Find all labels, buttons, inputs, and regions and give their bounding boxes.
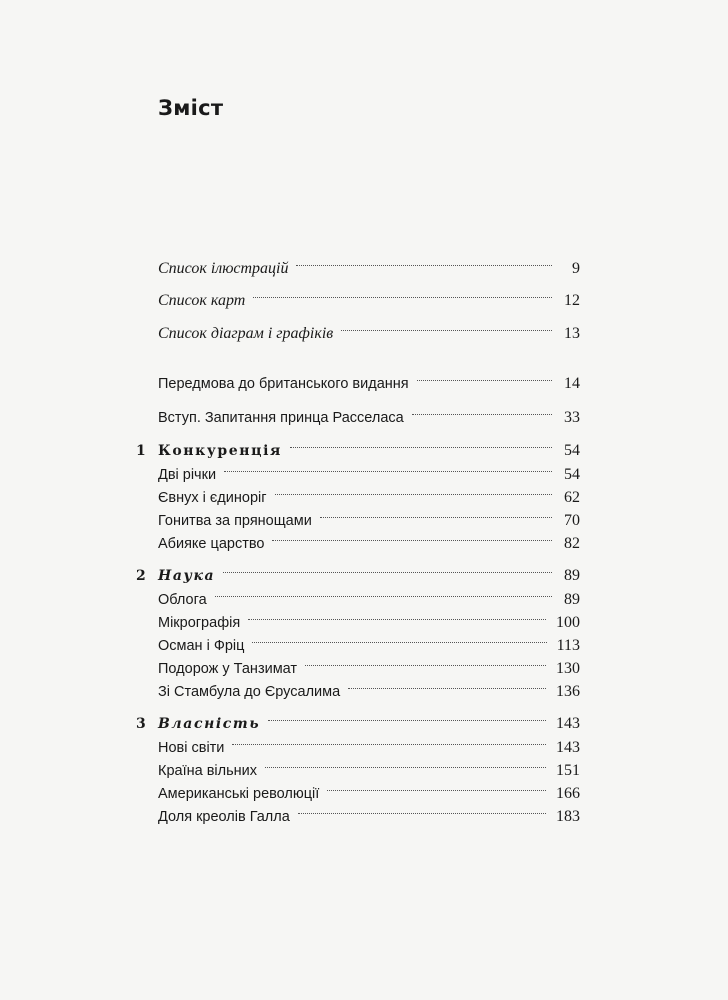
toc-entry-label: Облога — [158, 592, 207, 608]
toc-section[interactable] — [158, 783, 580, 805]
dot-leader — [417, 380, 552, 381]
dot-leader — [248, 619, 546, 620]
toc-entry-label: Зі Стамбула до Єрусалима — [158, 684, 341, 700]
chapter-title: Конкуренція — [158, 443, 282, 459]
toc-entry-introduction[interactable] — [158, 407, 580, 429]
toc-page-number: 33 — [564, 409, 580, 426]
dot-leader — [232, 744, 546, 745]
toc-chapter-2[interactable] — [158, 565, 580, 587]
toc-page-number: 143 — [556, 715, 580, 732]
toc-entry-label: Країна вільних — [158, 763, 258, 779]
toc-entry-label: Дві річки — [158, 467, 217, 483]
toc-chapter-3[interactable] — [158, 713, 580, 735]
toc-entry-label: Євнух і єдиноріг — [158, 490, 267, 506]
toc-section[interactable] — [158, 681, 580, 703]
toc-page-number: 62 — [564, 489, 580, 506]
dot-leader — [298, 813, 546, 814]
chapter-title: Наука — [158, 568, 216, 584]
toc-entry-label: Подорож у Танзимат — [158, 661, 298, 677]
dot-leader — [223, 572, 552, 573]
toc-section[interactable] — [158, 760, 580, 782]
toc-entry-label: Передмова до британського видання — [158, 376, 409, 392]
dot-leader — [252, 642, 546, 643]
dot-leader — [320, 517, 552, 518]
toc-entry-label: Абияке царство — [158, 536, 265, 552]
dot-leader — [275, 494, 552, 495]
toc-page-number: 12 — [564, 292, 580, 309]
toc-page-number: 14 — [564, 375, 580, 392]
toc-entry-label: Вступ. Запитання принца Расселаса — [158, 410, 404, 426]
toc-entry-label: Список карт — [158, 292, 246, 309]
toc-entry-label: Список ілюстрацій — [158, 260, 289, 277]
chapter-title: Власність — [158, 716, 261, 732]
toc-section[interactable] — [158, 464, 580, 486]
toc-section[interactable] — [158, 589, 580, 611]
toc-page-number: 130 — [556, 660, 580, 677]
dot-leader — [253, 297, 552, 298]
page-title: Зміст — [158, 96, 224, 120]
toc-page-number: 151 — [556, 762, 580, 779]
toc-section[interactable] — [158, 510, 580, 532]
dot-leader — [327, 790, 546, 791]
dot-leader — [341, 330, 552, 331]
toc-section[interactable] — [158, 533, 580, 555]
toc-page-number: 54 — [564, 442, 580, 459]
dot-leader — [412, 414, 552, 415]
toc-page-number: 13 — [564, 325, 580, 342]
dot-leader — [224, 471, 552, 472]
toc-entry-label: Американські революції — [158, 786, 320, 802]
chapter-number: 3 — [136, 716, 146, 732]
toc-entry-label: Доля креолів Галла — [158, 809, 290, 825]
toc-section[interactable] — [158, 487, 580, 509]
dot-leader — [348, 688, 546, 689]
toc-page-number: 70 — [564, 512, 580, 529]
toc-page-number: 143 — [556, 739, 580, 756]
toc-entry-label: Нові світи — [158, 740, 225, 756]
toc-section[interactable] — [158, 737, 580, 759]
toc-page-number: 113 — [556, 637, 580, 654]
dot-leader — [268, 720, 546, 721]
toc-page-number: 89 — [564, 591, 580, 608]
toc-page-number: 136 — [556, 683, 580, 700]
dot-leader — [305, 665, 546, 666]
toc-entry-label: Гонитва за прянощами — [158, 513, 312, 529]
toc-entry-label: Список діаграм і графіків — [158, 325, 334, 342]
toc-page-number: 100 — [556, 614, 580, 631]
dot-leader — [272, 540, 552, 541]
toc-chapter-1[interactable] — [158, 440, 580, 462]
toc-section[interactable] — [158, 658, 580, 680]
toc-page-number: 54 — [564, 466, 580, 483]
toc-page-number: 9 — [572, 260, 580, 277]
dot-leader — [296, 265, 552, 266]
toc-section[interactable] — [158, 612, 580, 634]
chapter-number: 2 — [136, 568, 146, 584]
toc-page-number: 82 — [564, 535, 580, 552]
toc-page-number: 166 — [556, 785, 580, 802]
toc-entry-illustrations[interactable] — [158, 258, 580, 280]
dot-leader — [265, 767, 546, 768]
toc-page-number: 89 — [564, 567, 580, 584]
toc-entry-maps[interactable] — [158, 290, 580, 312]
toc-entry-label: Мікрографія — [158, 615, 241, 631]
dot-leader — [290, 447, 552, 448]
toc-section[interactable] — [158, 806, 580, 828]
toc-entry-charts[interactable] — [158, 323, 580, 345]
toc-entry-label: Осман і Фріц — [158, 638, 245, 654]
chapter-number: 1 — [136, 443, 146, 459]
toc-section[interactable] — [158, 635, 580, 657]
toc-page-number: 183 — [556, 808, 580, 825]
toc-entry-preface[interactable] — [158, 373, 580, 395]
dot-leader — [215, 596, 552, 597]
